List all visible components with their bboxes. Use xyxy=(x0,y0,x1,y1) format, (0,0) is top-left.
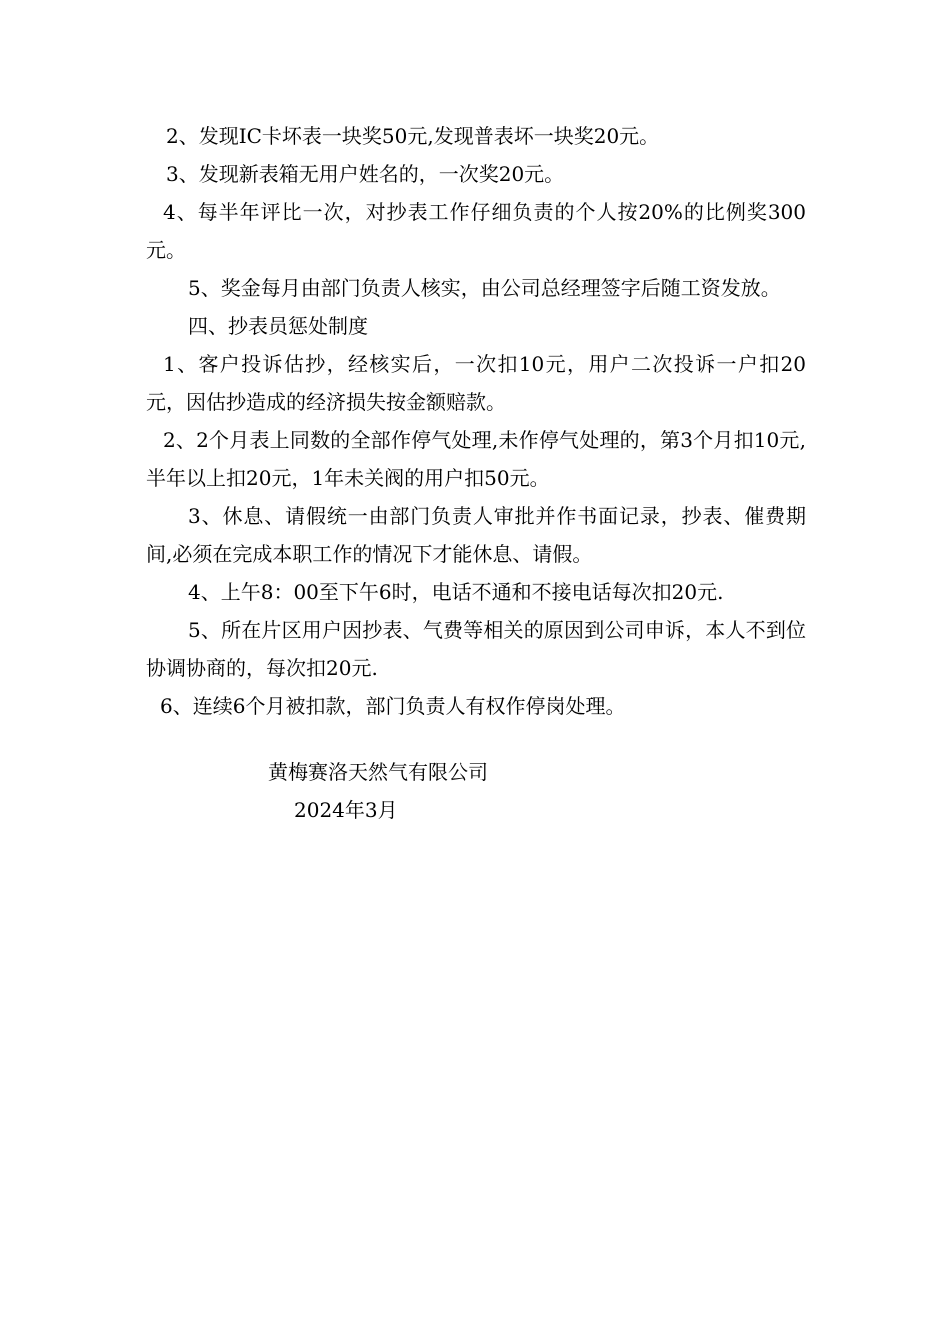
signature-block xyxy=(268,753,488,829)
document-body xyxy=(146,117,806,725)
paragraph-penalty-same-reading: 2、2个月表上同数的全部作停气处理,未作停气处理的，第3个月扣10元,半年以上扣20元，1年未关阀的用户扣50元。 xyxy=(146,428,806,490)
paragraph-reward-ic-card: 2、发现IC卡坏表一块奖50元,发现普表坏一块奖20元。 xyxy=(166,124,660,148)
paragraph-penalty-complaint: 1、客户投诉估抄，经核实后，一次扣10元，用户二次投诉一户扣20元，因估抄造成的经济损失按金额赔款。 xyxy=(146,352,806,414)
section-heading-penalty: 四、抄表员惩处制度 xyxy=(188,314,368,338)
paragraph-reward-meter-box: 3、发现新表箱无用户姓名的，一次奖20元。 xyxy=(166,162,565,186)
paragraph-penalty-leave: 3、休息、请假统一由部门负责人审批并作书面记录，抄表、催费期间,必须在完成本职工作的情况下才能休息、请假。 xyxy=(146,504,806,566)
signature-date: 2024年3月 xyxy=(294,798,398,822)
paragraph-penalty-suspension: 6、连续6个月被扣款，部门负责人有权作停岗处理。 xyxy=(160,694,626,718)
signature-company: 黄梅赛洛天然气有限公司 xyxy=(268,760,488,784)
paragraph-penalty-customer-appeal: 5、所在片区用户因抄表、气费等相关的原因到公司申诉，本人不到位协调协商的，每次扣20元. xyxy=(146,618,806,680)
paragraph-reward-payment: 5、奖金每月由部门负责人核实，由公司总经理签字后随工资发放。 xyxy=(188,276,781,300)
paragraph-penalty-phone: 4、上午8：00至下午6时，电话不通和不接电话每次扣20元. xyxy=(188,580,724,604)
paragraph-reward-semiannual: 4、每半年评比一次，对抄表工作仔细负责的个人按20%的比例奖300元。 xyxy=(146,200,806,262)
